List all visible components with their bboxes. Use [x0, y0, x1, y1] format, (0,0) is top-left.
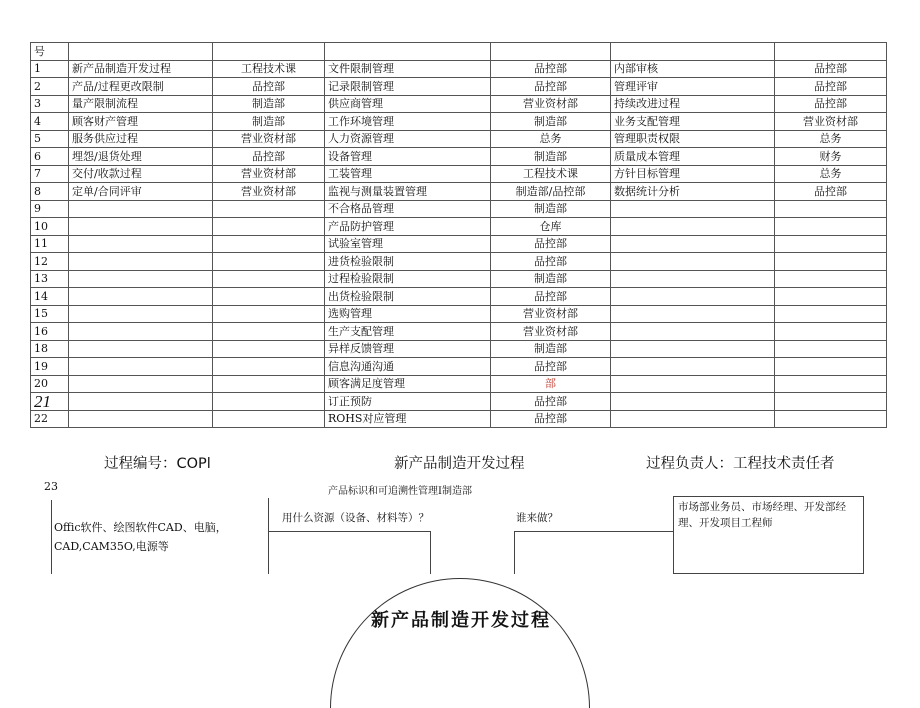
- left-bracket-line: [51, 500, 52, 574]
- cell-b-name: 选购管理: [325, 305, 491, 323]
- cell-b-dept: 工程技术课: [491, 165, 611, 183]
- cell-b-name: 异样反馈管理: [325, 340, 491, 358]
- cell-a-dept: [213, 410, 325, 428]
- cell-b-name: 不合格品管理: [325, 200, 491, 218]
- cell-c-dept: 品控部: [775, 60, 887, 78]
- process-code: 过程编号：COPl: [104, 456, 211, 472]
- row-23-number: 23: [44, 480, 58, 493]
- cell-a-name: 顾客财产管理: [69, 113, 213, 131]
- cell-a-name: [69, 305, 213, 323]
- cell-no: 12: [31, 253, 69, 271]
- cell-c-dept: [775, 288, 887, 306]
- cell-b-name: ROHS对应管理: [325, 410, 491, 428]
- cell-no: 3: [31, 95, 69, 113]
- cell-b-name: 产品防护管理: [325, 218, 491, 236]
- cell-c-name: [611, 200, 775, 218]
- cell-a-dept: [213, 323, 325, 341]
- cell-a-dept: 制造部: [213, 113, 325, 131]
- cell-c-name: [611, 340, 775, 358]
- cell-a-name: [69, 375, 213, 393]
- cell-a-name: 埋怨/退货处理: [69, 148, 213, 166]
- resources-connector-h: [268, 531, 430, 532]
- cell-no: 20: [31, 375, 69, 393]
- table-row: [31, 270, 887, 288]
- table-row: [31, 95, 887, 113]
- cell-a-name: [69, 218, 213, 236]
- cell-b-dept: 营业资材部: [491, 305, 611, 323]
- process-title: 新产品制造开发过程: [394, 456, 525, 472]
- cell-b-name: 生产支配管理: [325, 323, 491, 341]
- cell-a-dept: [213, 358, 325, 376]
- cell-c-name: 方针目标管理: [611, 165, 775, 183]
- cell-a-dept: [213, 288, 325, 306]
- cell-b-name: 过程检验限制: [325, 270, 491, 288]
- table-row: [31, 235, 887, 253]
- table-row: [31, 78, 887, 96]
- resources-connector-v: [430, 531, 431, 574]
- table-row: [31, 410, 887, 428]
- cell-b-name: 进货检验限制: [325, 253, 491, 271]
- resources-line-2: CAD,CAM35O,电源等: [54, 540, 169, 553]
- cell-c-dept: [775, 200, 887, 218]
- cell-no: 11: [31, 235, 69, 253]
- cell-c-name: 业务支配管理: [611, 113, 775, 131]
- cell-c-name: [611, 410, 775, 428]
- cell-no: 10: [31, 218, 69, 236]
- cell-c-dept: [775, 375, 887, 393]
- table-row: [31, 323, 887, 341]
- table-row: [31, 113, 887, 131]
- cell-c-dept: [775, 253, 887, 271]
- cell-no: 2: [31, 78, 69, 96]
- cell-a-name: 定单/合同评审: [69, 183, 213, 201]
- cell-a-dept: 制造部: [213, 95, 325, 113]
- cell-no: 13: [31, 270, 69, 288]
- table-row: [31, 218, 887, 236]
- cell-a-name: [69, 253, 213, 271]
- cell-c-dept: 品控部: [775, 95, 887, 113]
- who-question: 谁来做？: [516, 512, 558, 524]
- cell-c-name: 持续改进过程: [611, 95, 775, 113]
- cell-a-dept: [213, 393, 325, 411]
- cell-c-name: [611, 393, 775, 411]
- cell-b-dept: 品控部: [491, 393, 611, 411]
- table-row: [31, 200, 887, 218]
- cell-a-dept: 营业资材部: [213, 183, 325, 201]
- cell-a-dept: [213, 218, 325, 236]
- cell-a-dept: 营业资材部: [213, 165, 325, 183]
- cell-no: 9: [31, 200, 69, 218]
- cell-a-name: [69, 288, 213, 306]
- cell-b-dept: 品控部: [491, 253, 611, 271]
- cell-b-name: 顾客满足度管理: [325, 375, 491, 393]
- cell-b-name: 供应商管理: [325, 95, 491, 113]
- cell-no: 7: [31, 165, 69, 183]
- cell-c-name: [611, 218, 775, 236]
- bottom-process-title: 新产品制造开发过程: [371, 610, 551, 631]
- cell-b-dept: 营业资材部: [491, 95, 611, 113]
- cell-no: 22: [31, 410, 69, 428]
- who-connector-h: [514, 531, 674, 532]
- cell-b-name: 出货检验限制: [325, 288, 491, 306]
- cell-c-name: [611, 288, 775, 306]
- cell-c-name: 内部审核: [611, 60, 775, 78]
- cell-b-name: 工装管理: [325, 165, 491, 183]
- cell-b-dept: 制造部: [491, 113, 611, 131]
- table-row: [31, 130, 887, 148]
- cell-a-dept: [213, 375, 325, 393]
- cell-b-dept: 制造部: [491, 340, 611, 358]
- cell-a-name: [69, 358, 213, 376]
- cell-b-name: 设备管理: [325, 148, 491, 166]
- table-row: [31, 375, 887, 393]
- cell-no: 15: [31, 305, 69, 323]
- cell-a-dept: [213, 253, 325, 271]
- cell-a-name: 新产品制造开发过程: [69, 60, 213, 78]
- table-row: [31, 60, 887, 78]
- cell-b-name: 试验室管理: [325, 235, 491, 253]
- cell-c-dept: [775, 323, 887, 341]
- resources-box-left-line: [268, 498, 269, 574]
- cell-a-name: [69, 340, 213, 358]
- cell-b-dept: 品控部: [491, 60, 611, 78]
- cell-no: 8: [31, 183, 69, 201]
- cell-b-dept: 品控部: [491, 288, 611, 306]
- cell-b-name: 记录限制管理: [325, 78, 491, 96]
- cell-c-dept: [775, 218, 887, 236]
- cell-b-dept: 部: [491, 375, 611, 393]
- cell-a-dept: 品控部: [213, 148, 325, 166]
- cell-c-name: [611, 375, 775, 393]
- cell-no: 19: [31, 358, 69, 376]
- table-row: [31, 148, 887, 166]
- cell-a-dept: 品控部: [213, 78, 325, 96]
- cell-c-name: [611, 323, 775, 341]
- table-row: [31, 358, 887, 376]
- cell-c-name: [611, 358, 775, 376]
- cell-a-dept: [213, 305, 325, 323]
- cell-b-dept: 制造部/品控部: [491, 183, 611, 201]
- cell-a-name: [69, 393, 213, 411]
- cell-c-dept: [775, 340, 887, 358]
- cell-a-dept: 营业资材部: [213, 130, 325, 148]
- cell-c-name: [611, 253, 775, 271]
- table-header-row: [31, 43, 887, 61]
- cell-b-dept: 制造部: [491, 200, 611, 218]
- cell-a-name: [69, 323, 213, 341]
- cell-c-dept: 总务: [775, 165, 887, 183]
- table-row: [31, 253, 887, 271]
- cell-b-name: 订正预防: [325, 393, 491, 411]
- cell-c-name: 数据统计分析: [611, 183, 775, 201]
- cell-a-name: [69, 270, 213, 288]
- who-answer-box: 市场部业务员、市场经理、开发部经理、开发项目工程师: [673, 496, 864, 574]
- table-row: [31, 340, 887, 358]
- cell-a-name: 产品/过程更改限制: [69, 78, 213, 96]
- cell-a-dept: [213, 340, 325, 358]
- cell-no: 14: [31, 288, 69, 306]
- cell-no: 6: [31, 148, 69, 166]
- cell-no: 16: [31, 323, 69, 341]
- cell-c-dept: [775, 358, 887, 376]
- resources-question: 用什么资源（设备、材料等）？: [282, 512, 429, 524]
- process-table: [30, 42, 887, 428]
- cell-no: 18: [31, 340, 69, 358]
- row-23-text: 产品标识和可追溯性管理I制造部: [328, 486, 472, 497]
- cell-c-name: 质量成本管理: [611, 148, 775, 166]
- header-no-cell: 号: [31, 43, 69, 61]
- cell-a-name: 服务供应过程: [69, 130, 213, 148]
- cell-a-dept: 工程技术课: [213, 60, 325, 78]
- cell-no: 1: [31, 60, 69, 78]
- cell-c-dept: [775, 410, 887, 428]
- table-row: [31, 183, 887, 201]
- cell-no: 4: [31, 113, 69, 131]
- resources-line-1: Offic软件、绘图软件CAD、电脑，: [54, 521, 227, 534]
- cell-c-name: [611, 270, 775, 288]
- cell-b-dept: 品控部: [491, 235, 611, 253]
- cell-b-dept: 总务: [491, 130, 611, 148]
- cell-c-dept: 总务: [775, 130, 887, 148]
- process-oval-outline: [330, 578, 590, 708]
- cell-a-dept: [213, 270, 325, 288]
- cell-c-dept: [775, 305, 887, 323]
- cell-a-name: 量产限制流程: [69, 95, 213, 113]
- cell-a-name: [69, 200, 213, 218]
- cell-b-dept: 品控部: [491, 78, 611, 96]
- cell-c-name: [611, 305, 775, 323]
- cell-b-name: 文件限制管理: [325, 60, 491, 78]
- cell-b-name: 监视与测量装置管理: [325, 183, 491, 201]
- cell-c-dept: 营业资材部: [775, 113, 887, 131]
- cell-b-name: 工作环境管理: [325, 113, 491, 131]
- cell-a-dept: [213, 235, 325, 253]
- cell-c-name: [611, 235, 775, 253]
- table-row: [31, 305, 887, 323]
- cell-c-dept: [775, 235, 887, 253]
- cell-b-name: 人力资源管理: [325, 130, 491, 148]
- cell-c-name: 管理评审: [611, 78, 775, 96]
- cell-a-name: [69, 410, 213, 428]
- cell-c-dept: [775, 270, 887, 288]
- who-connector-v: [514, 531, 515, 574]
- cell-b-dept: 仓库: [491, 218, 611, 236]
- table-row: [31, 288, 887, 306]
- cell-c-dept: 品控部: [775, 78, 887, 96]
- cell-b-dept: 制造部: [491, 270, 611, 288]
- cell-b-dept: 品控部: [491, 410, 611, 428]
- process-owner: 过程负责人：工程技术责任者: [646, 456, 835, 472]
- cell-c-dept: 财务: [775, 148, 887, 166]
- cell-b-dept: 制造部: [491, 148, 611, 166]
- cell-no: 21: [31, 393, 69, 411]
- cell-b-dept: 营业资材部: [491, 323, 611, 341]
- table-row: [31, 393, 887, 411]
- table-row: [31, 165, 887, 183]
- cell-b-dept: 品控部: [491, 358, 611, 376]
- cell-c-name: 管理职责权限: [611, 130, 775, 148]
- cell-a-dept: [213, 200, 325, 218]
- cell-a-name: [69, 235, 213, 253]
- cell-a-name: 交付/收款过程: [69, 165, 213, 183]
- cell-c-dept: [775, 393, 887, 411]
- cell-b-name: 信息沟通沟通: [325, 358, 491, 376]
- cell-no: 5: [31, 130, 69, 148]
- cell-c-dept: 品控部: [775, 183, 887, 201]
